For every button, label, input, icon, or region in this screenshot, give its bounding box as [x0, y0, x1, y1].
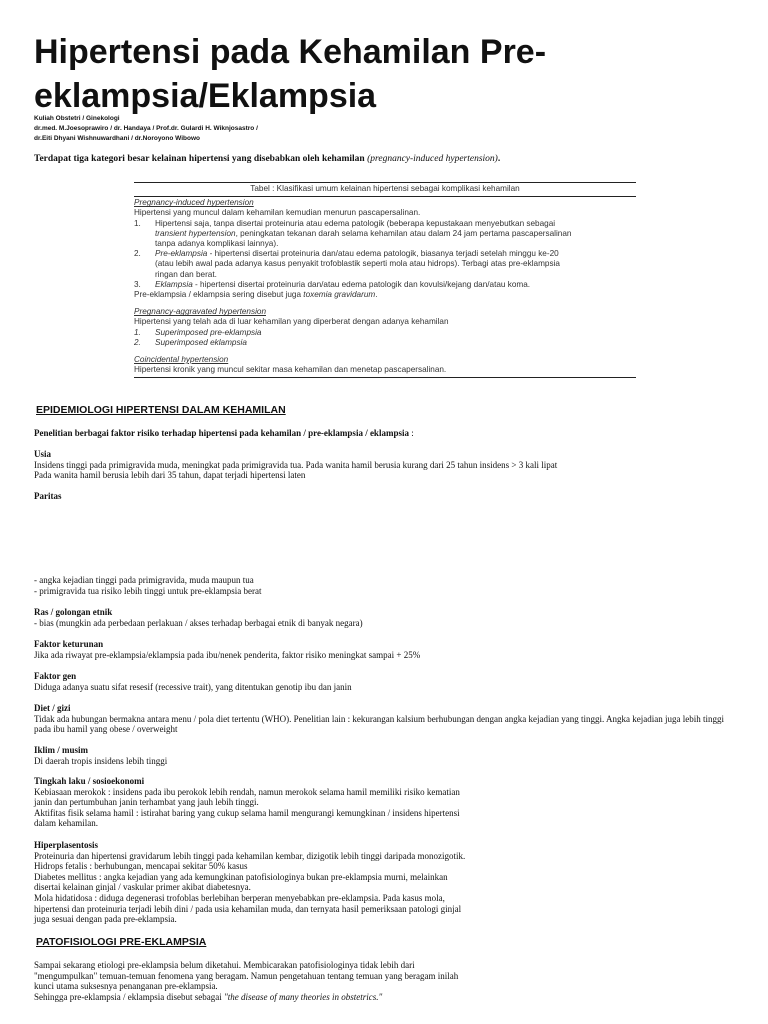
factor-diet [34, 703, 734, 735]
factor-text: dalam kehamilan. [34, 818, 98, 829]
paragraph-line: kunci utama suksesnya penanganan pre-eklampsia. [34, 981, 218, 992]
list-item: 1. Hipertensi saja, tanpa disertai proteinuria atau edema patologik (beberapa kepustakaan menyebutkan sebagai [134, 218, 556, 228]
category-description: Hipertensi yang telah ada di luar kehamilan yang diperberat dengan adanya kehamilan [134, 317, 449, 327]
factor-text: Insidens tinggi pada primigravida muda, meningkat pada primigravida tua. Pada wanita hamil berusia kurang dari 25 tahun insidens > 3 kali lipat [34, 459, 558, 470]
list-item: 3. Eklampsia - hipertensi disertai proteinuria dan/atau edema patologik dan kovulsi/kejang dan/atau koma. [134, 279, 531, 289]
classification-table [134, 182, 636, 378]
list-item-continuation: ringan dan berat. [155, 269, 217, 279]
intro-paragraph: Terdapat tiga kategori besar kelainan hipertensi yang disebabkan oleh kehamilan (pregnancy-induced hypertension). [34, 154, 501, 164]
factor-text: Aktifitas fisik selama hamil : istirahat baring yang cukup selama hamil mengurangi kemungkinan / insidens hipertensi [34, 807, 460, 818]
list-item-continuation: (atau lebih awal pada adanya kasus penyakit trofoblastik seperti mola atau hidrops). Terbagi atas pre-eklampsia [155, 259, 560, 269]
document-title [34, 30, 754, 118]
title-line-1: Hipertensi pada Kehamilan Pre- [34, 33, 547, 71]
table-caption: Tabel : Klasifikasi umum kelainan hipertensi sebagai komplikasi kehamilan [134, 183, 636, 197]
list-item: 2. Pre-eklampsia - hipertensi disertai proteinuria dan/atau edema patologik, biasanya terjadi setelah minggu ke-20 [134, 249, 559, 259]
category-note: Pre-eklampsia / eklampsia sering disebut juga toxemia gravidarum. [134, 290, 378, 300]
factor-heading: Faktor keturunan [34, 639, 104, 649]
paragraph-line: Sehingga pre-eklampsia / eklampsia disebut sebagai "the disease of many theories in obstetrics." [34, 991, 383, 1002]
factor-text: Hidrops fetalis : berhubungan, mencapai sekitar 50% kasus [34, 861, 248, 872]
factor-paritas-heading [34, 491, 734, 502]
factor-gen [34, 671, 734, 692]
category-description: Hipertensi yang muncul dalam kehamilan kemudian menurun pascapersalinan. [134, 208, 421, 218]
factor-text: Jika ada riwayat pre-eklampsia/eklampsia pada ibu/nenek penderita, faktor risiko meningkat sampai + 25% [34, 649, 421, 660]
paragraph-line: "mengumpulkan" temuan-temuan fenomena yang beragam. Namun pengetahuan tentang temuan yang beragam inilah [34, 970, 459, 981]
factor-text: Di daerah tropis insidens lebih tinggi [34, 755, 168, 766]
factor-text: janin dan pertumbuhan janin terhambat yang jauh lebih tinggi. [34, 797, 259, 808]
factor-heading: Iklim / musim [34, 745, 89, 755]
factor-text: Kebiasaan merokok : insidens pada ibu perokok lebih rendah, namun merokok selama hamil memiliki risiko kematian [34, 786, 460, 797]
factor-heading: Hiperplasentosis [34, 840, 99, 850]
factor-text: Pada wanita hamil berusia lebih dari 35 tahun, dapat terjadi hipertensi laten [34, 470, 306, 481]
factor-text: Mola hidatidosa : diduga degenerasi trofoblas berlebihan berperan menyebabkan pre-eklampsia. Pada kasus mola, [34, 892, 445, 903]
factor-text: Proteinuria dan hipertensi gravidarum lebih tinggi pada kehamilan kembar, dizigotik lebih tinggi daripada monozigotik. [34, 850, 466, 861]
category-title: Pregnancy-induced hypertension [134, 198, 254, 208]
course-info [34, 114, 734, 144]
factor-heading: Tingkah laku / sosioekonomi [34, 776, 145, 786]
factor-paritas [34, 575, 734, 596]
paragraph-line: Sampai sekarang etiologi pre-eklampsia belum diketahui. Membicarakan patofisiologinya tidak lebih dari [34, 960, 415, 970]
list-item-continuation: tanpa adanya komplikasi lainnya). [155, 239, 279, 249]
factor-tingkah-laku [34, 776, 734, 829]
list-item: 2. Superimposed eklampsia [134, 337, 247, 347]
title-line-2: eklampsia/Eklampsia [34, 77, 377, 115]
section-heading-pathophysiology: PATOFISIOLOGI PRE-EKLAMPSIA [36, 936, 207, 948]
factor-heading: Diet / gizi [34, 703, 71, 713]
table-body [134, 197, 636, 377]
factor-text: hipertensi dan proteinuria terjadi lebih dini / pada usia kehamilan muda, dan ternyata hasil pemeriksaan patologi ginjal [34, 903, 462, 914]
category-description: Hipertensi kronik yang muncul sekitar masa kehamilan dan menetap pascapersalinan. [134, 365, 447, 375]
pathophysiology-paragraph [34, 960, 734, 1002]
category-title: Pregnancy-aggravated hypertension [134, 307, 266, 317]
epidemiology-lead: Penelitian berbagai faktor risiko terhadap hipertensi pada kehamilan / pre-eklampsia / eklampsia : [34, 428, 414, 438]
course-line: Kuliah Obstetri / Ginekologi [34, 115, 120, 122]
factor-heading: Ras / golongan etnik [34, 607, 113, 617]
factor-usia [34, 449, 734, 481]
factor-heading: Paritas [34, 491, 62, 501]
list-item-continuation: transient hypertension, peningkatan tekanan darah selama kehamilan atau dalam 24 jam pertama pascapersalinan [155, 228, 572, 238]
factor-text: disertai kelainan ginjal / vaskular primer akibat diabetesnya. [34, 882, 251, 893]
factor-text: - bias (mungkin ada perbedaan perlakuan / akses terhadap berbagai etnik di banyak negara) [34, 617, 363, 628]
section-heading-epidemiology: EPIDEMIOLOGI HIPERTENSI DALAM KEHAMILAN [36, 404, 286, 416]
list-item: 1. Superimposed pre-eklampsia [134, 327, 262, 337]
author-line: dr.med. M.Joesoprawiro / dr. Handaya / Prof.dr. Gulardi H. Wiknjosastro / [34, 125, 258, 132]
factor-keturunan [34, 639, 734, 660]
factor-text: juga sesuai dengan pada pre-eklampsia. [34, 914, 177, 925]
factor-heading: Usia [34, 449, 52, 459]
factor-text: Tidak ada hubungan bermakna antara menu / pola diet tertentu (WHO). Penelitian lain : kekurangan kalsium berhubungan dengan angka kejadian yang tinggi. Angka kejadian juga lebih tinggi [34, 713, 724, 724]
factor-text: Diabetes mellitus : angka kejadian yang ada kemungkinan patofisiologinya bukan pre-eklampsia murni, melainkan [34, 871, 448, 882]
factor-iklim [34, 745, 734, 766]
factor-text: - primigravida tua risiko lebih tinggi untuk pre-eklampsia berat [34, 585, 262, 596]
factor-text: - angka kejadian tinggi pada primigravida, muda maupun tua [34, 575, 254, 585]
category-title: Coincidental hypertension [134, 355, 229, 365]
factor-heading: Faktor gen [34, 671, 77, 681]
factor-text: Diduga adanya suatu sifat resesif (recessive trait), yang ditentukan genotip ibu dan janin [34, 681, 352, 692]
factor-text: pada ibu hamil yang obese / overweight [34, 724, 178, 735]
factor-hiperplasentosis [34, 840, 734, 925]
author-line: dr.Eiti Dhyani Wishnuwardhani / dr.Noroyono Wibowo [34, 135, 200, 142]
factor-ras [34, 607, 734, 628]
